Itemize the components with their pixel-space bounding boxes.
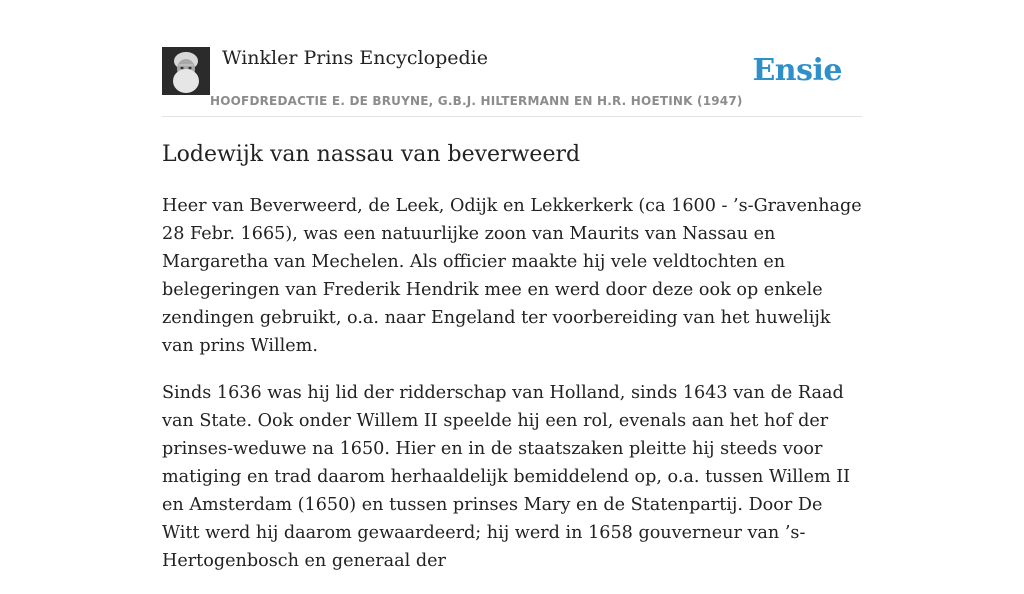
editor-portrait-avatar: [162, 47, 210, 95]
article-body: [162, 192, 862, 594]
editors-subtitle: HOOFDREDACTIE E. DE BRUYNE, G.B.J. HILTERMANN EN H.R. HOETINK (1947): [210, 94, 743, 108]
site-title[interactable]: Winkler Prins Encyclopedie: [222, 47, 488, 69]
brand-logo[interactable]: Ensie: [752, 53, 842, 88]
article-paragraph: Sinds 1636 was hij lid der ridderschap van Holland, sinds 1643 van de Raad van State. Ook onder Willem II speelde hij een rol, evenals aan het hof der prinses-weduwe na 1650. Hier en in de staatszaken pleitte hij steeds voor matiging en trad daarom herhaaldelijk bemiddelend op, o.a. tussen Willem II en Amsterdam (1650) en tussen prinses Mary en de Statenpartij. Door De Witt werd hij daarom gewaardeerd; hij werd in 1658 gouverneur van ’s-Hertogenbosch en generaal der: [162, 383, 851, 571]
article-title: Lodewijk van nassau van beverweerd: [162, 142, 581, 167]
article-paragraph: Heer van Beverweerd, de Leek, Odijk en Lekkerkerk (ca 1600 - ’s-Gravenhage 28 Febr. 1665), was een natuurlijke zoon van Maurits van Nassau en Margaretha van Mechelen. Als officier maakte hij vele veldtochten en belegeringen van Frederik Hendrik mee en werd door deze ook op enkele zendingen gebruikt, o.a. naar Engeland ter voorbereiding van het huwelijk van prins Willem.: [162, 196, 862, 356]
site-header: [162, 46, 862, 117]
